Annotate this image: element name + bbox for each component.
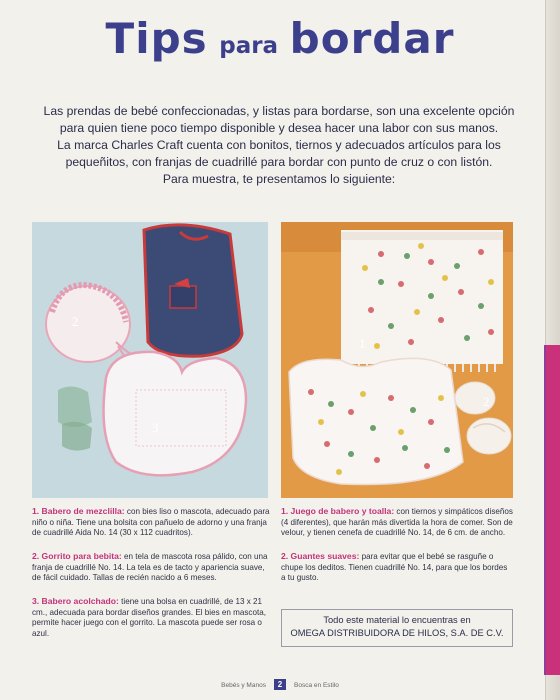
photo-bibs-and-bonnet: [32, 222, 268, 498]
photo-label-2: 2: [483, 394, 490, 409]
caption-juego-babero-toalla: [281, 506, 513, 539]
photo-bib-and-towel: [281, 222, 513, 498]
title-bordar: bordar: [289, 14, 455, 63]
distributor-info-box: [281, 609, 513, 647]
caption-lead: 1. Juego de babero y toalla:: [281, 506, 395, 516]
caption-lead: 2. Gorrito para bebita:: [32, 551, 122, 561]
intro-line: Para muestra, te presentamos lo siguiente:: [162, 172, 396, 186]
intro-line: Las prendas de bebé confeccionadas, y listas para bordarse, son una excelente opción: [43, 104, 515, 118]
intro-paragraph: [34, 103, 524, 188]
footer-left: Bebés y Manos: [221, 682, 266, 689]
caption-babero-acolchado: [32, 596, 272, 639]
page-number: 2: [274, 679, 286, 690]
caption-lead: 2. Guantes suaves:: [281, 551, 360, 561]
side-tab: [544, 345, 560, 675]
photo-label-3: 3: [152, 420, 159, 435]
caption-text: para evitar que el bebé se rasguñe o chupe los deditos. Tienen cuadrillé No. 14, para que los bordes a tu gusto.: [281, 552, 508, 582]
title-tips: Tips: [105, 14, 208, 63]
page-title: [0, 14, 560, 63]
info-line-2: OMEGA DISTRIBUIDORA DE HILOS, S.A. DE C.V.: [290, 628, 504, 638]
caption-text: en tela de mascota rosa pálido, con una franja de cuadrillé No. 14. La tela es de tacto y apariencia suave, de fácil cuidado. Tallas de recién nacido a 6 meses.: [32, 552, 268, 582]
info-line-1: Todo este material lo encuentras en: [323, 615, 471, 625]
intro-line: La marca Charles Craft cuenta con bonitos, tiernos y adecuados artículos para los: [57, 138, 501, 152]
photo-label-1: 1: [359, 336, 366, 351]
caption-text: con tiernos y simpáticos diseños (4 diferentes), que harán más divertida la hora de comer. Son de velour, y tienen cenefa de cuadrillé No. 14, de 6 cm. de ancho.: [281, 507, 513, 537]
footer-right: Bosca en Estilo: [294, 682, 339, 689]
intro-line: para quien tiene poco tiempo disponible y desea hacer una labor con sus manos.: [59, 121, 499, 135]
intro-line: pequeñitos, con franjas de cuadrillé para bordar con punto de cruz o con listón.: [65, 155, 493, 169]
caption-lead: 1. Babero de mezclilla:: [32, 506, 125, 516]
caption-lead: 3. Babero acolchado:: [32, 596, 119, 606]
page-footer: [0, 679, 560, 690]
caption-babero-mezclilla: [32, 506, 272, 539]
photo-label-2: 2: [72, 314, 79, 329]
caption-text: con bies liso o mascota, adecuado para niño o niña. Tiene una bolsita con pañuelo de adorno y una franja de cuadrillé Aida No. 14 (30 x 112 cuadritos).: [32, 507, 270, 537]
caption-gorrito: [32, 551, 272, 584]
title-para: para: [219, 33, 279, 59]
caption-guantes: [281, 551, 513, 584]
caption-text: tiene una bolsa en cuadrillé, de 13 x 21 cm., adecuada para bordar diseños grandes. El bies en mascota, permite hacer juego con el gorrito. La mascota puede ser rosa o azul.: [32, 597, 266, 638]
